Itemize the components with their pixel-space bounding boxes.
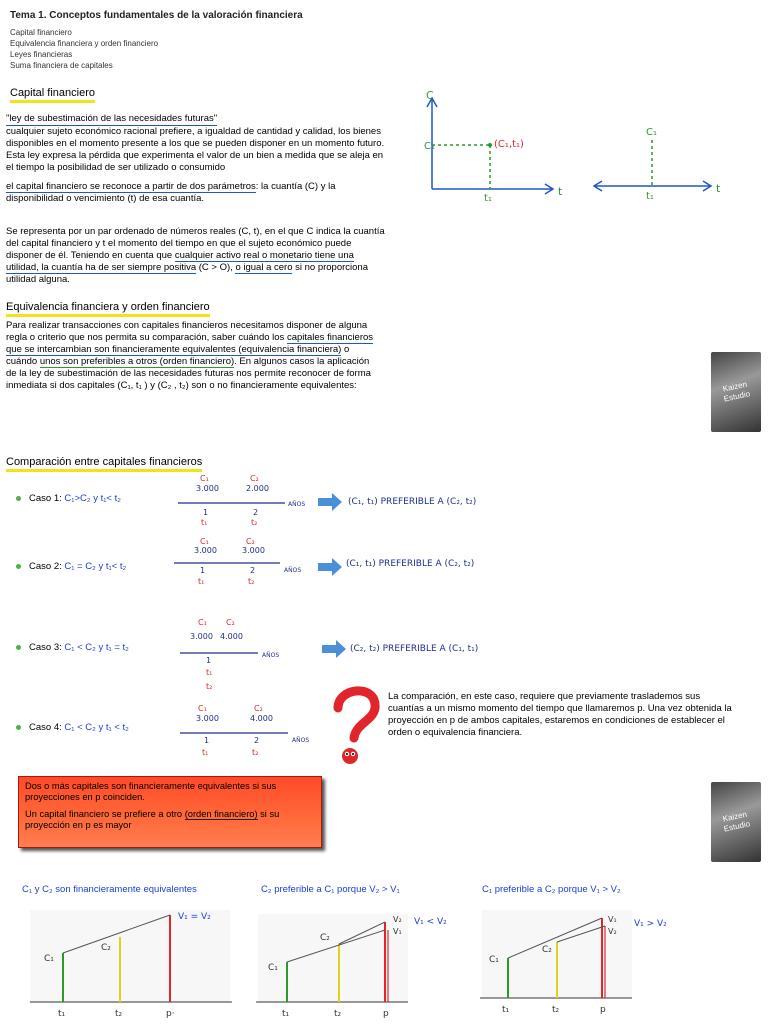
svg-text:3.000: 3.000	[196, 714, 219, 723]
case4-note: La comparación, en este caso, requiere que previamente traslademos sus cuantías a un mismo momento del tiempo que llamaremos p. Una vez obtenida la proyección en p de ambos capitales, estaremos en condiciones de establecer el orden o equivalencia financiera.	[388, 691, 732, 738]
case-4: Caso 4: C₁ < C₂ y t₁ < t₂	[16, 722, 129, 733]
svg-text:AÑOS: AÑOS	[284, 567, 302, 574]
case1-sketch	[170, 472, 500, 532]
law-paragraph	[6, 113, 386, 174]
kaizen-logo: Kaizen Estudio	[711, 352, 761, 432]
svg-text:V₁ = V₂: V₁ = V₂	[178, 912, 211, 922]
svg-text:t₁: t₁	[198, 577, 205, 586]
svg-text:t₂: t₂	[206, 682, 213, 691]
case-3: Caso 3: C₁ < C₂ y t₁ = t₂	[16, 642, 129, 653]
callout-p2: Un capital financiero se prefiere a otro (orden financiero) si su proyección en p es mayor	[25, 809, 280, 830]
svg-text:2.000: 2.000	[246, 484, 269, 493]
repr-underline-1: cualquier activo real o monetario tiene una utilidad, la cuantía ha de ser siempre positiva	[6, 250, 354, 273]
repr-underline-2: o igual a cero	[235, 262, 293, 273]
svg-text:t₂: t₂	[334, 1009, 342, 1019]
t1-label: t₁	[484, 193, 492, 204]
eq-underline-1: capitales financieros que se intercambian son financieramente equivalentes (equivalencia financiera)	[6, 332, 374, 355]
callout-p1: Dos o más capitales son financieramente equivalentes si sus proyecciones en p coinciden.	[25, 781, 277, 802]
page-title: Tema 1. Conceptos fundamentales de la valoración financiera	[10, 10, 303, 21]
svg-text:3.000: 3.000	[196, 484, 219, 493]
svg-text:C₁: C₁	[198, 618, 207, 627]
graph1-equivalent	[20, 900, 250, 1024]
graph2-c2-preferred	[252, 900, 477, 1024]
question-mark-icon	[328, 680, 383, 770]
svg-text:AÑOS: AÑOS	[262, 652, 280, 659]
t1-label-2: t₁	[646, 191, 654, 202]
svg-text:t₁: t₁	[206, 668, 213, 677]
toc-item[interactable]: Leyes financieras	[10, 50, 73, 59]
svg-text:C₂: C₂	[542, 945, 552, 955]
params-underlined: el capital financiero se reconoce a partir de dos parámetros	[6, 181, 256, 192]
bullet-icon	[16, 496, 21, 501]
law-title: "ley de subestimación de las necesidades futuras"	[6, 113, 218, 124]
svg-text:1: 1	[200, 566, 206, 575]
svg-text:t₁: t₁	[201, 518, 208, 527]
eq-underline-2: unos son preferibles a otros (orden financiero)	[39, 356, 235, 367]
svg-text:t₂: t₂	[115, 1009, 123, 1019]
svg-text:t₂: t₂	[552, 1005, 560, 1015]
eq-text: o cuándo	[6, 344, 350, 367]
svg-text:(C₁, t₁) PREFERIBLE A (C₂, t₂): (C₁, t₁) PREFERIBLE A (C₂, t₂)	[348, 497, 477, 507]
toc-item[interactable]: Suma financiera de capitales	[10, 61, 113, 70]
svg-text:AÑOS: AÑOS	[288, 501, 306, 508]
svg-text:V₁: V₁	[608, 915, 617, 924]
svg-text:3.000: 3.000	[190, 632, 213, 641]
section-heading-capital: Capital financiero	[10, 83, 95, 103]
svg-text:t₁: t₁	[502, 1005, 510, 1015]
eq-text: . En algunos casos la aplicación de la ley de subestimación de las necesidades futuras nos permite reconocer de forma inmediata si dos capitales (C₁, t₁ ) y (C₂ , t₂) son o no financieramente equivalentes:	[6, 356, 371, 391]
svg-text:3.000: 3.000	[242, 546, 265, 555]
representation-paragraph	[6, 226, 386, 286]
svg-text:2: 2	[254, 736, 260, 745]
repr-text: si no proporciona utilidad alguna.	[6, 262, 369, 285]
svg-text:p: p	[600, 1005, 606, 1015]
svg-text:V₁ < V₂: V₁ < V₂	[414, 917, 447, 927]
section-heading-equivalencia: Equivalencia financiera y orden financiero	[6, 297, 210, 317]
svg-text:C₂: C₂	[254, 704, 263, 713]
repr-text: (C > O),	[196, 262, 236, 273]
svg-text:t₁: t₁	[58, 1009, 66, 1019]
svg-text:t₂: t₂	[252, 748, 259, 757]
bullet-icon	[16, 645, 21, 650]
c1-label-2: C₁	[646, 127, 657, 138]
svg-text:1: 1	[206, 656, 212, 665]
svg-text:C₂: C₂	[320, 933, 330, 943]
svg-text:3.000: 3.000	[194, 546, 217, 555]
graph3-c1-preferred	[476, 900, 706, 1024]
pair-label: (C₁,t₁)	[494, 139, 524, 150]
svg-text:4.000: 4.000	[250, 714, 273, 723]
axis-t-label-2: t	[716, 182, 721, 195]
svg-text:V₁ > V₂: V₁ > V₂	[634, 919, 667, 929]
law-text: cualquier sujeto económico racional prefiere, a igualdad de cantidad y calidad, los bienes disponibles en el momento presente a los que se pueden disponer en un momento futuro. Esta ley expresa la pérdida que experimenta el valor de un bien a medida que se aleja en el tiempo la posibilidad de ser utilizado o consumido	[6, 126, 385, 173]
definition-callout	[18, 776, 322, 848]
svg-text:C₁: C₁	[200, 474, 209, 483]
svg-text:C₁: C₁	[268, 963, 278, 973]
capital-axes-sketch	[420, 85, 760, 210]
graph1-title: C₁ y C₂ son financieramente equivalentes	[22, 884, 197, 895]
svg-text:(C₂, t₂) PREFERIBLE A (C₁, t₁): (C₂, t₂) PREFERIBLE A (C₁, t₁)	[350, 644, 479, 654]
svg-text:2: 2	[253, 508, 259, 517]
svg-text:p: p	[383, 1009, 389, 1019]
svg-text:t₁: t₁	[282, 1009, 290, 1019]
svg-text:t₂: t₂	[251, 518, 258, 527]
table-of-contents	[10, 27, 158, 71]
svg-text:C₁: C₁	[489, 955, 499, 965]
svg-text:C₂: C₂	[101, 943, 111, 953]
graph2-title: C₂ preferible a C₁ porque V₂ > V₁	[261, 884, 400, 895]
case2-sketch	[170, 535, 500, 590]
repr-text: Se representa por un par ordenado de números reales (C, t), en el que C indica la cuantía del capital financiero y t el momento del tiempo en que el sujeto económico puede disponer de él. Teniendo en cuenta que	[6, 226, 385, 261]
svg-text:1: 1	[203, 508, 209, 517]
svg-text:V₁: V₁	[393, 927, 402, 936]
svg-text:1: 1	[204, 736, 210, 745]
c1-label: C₁	[424, 141, 435, 152]
equivalencia-paragraph	[6, 320, 376, 392]
svg-text:C₁: C₁	[200, 537, 209, 546]
svg-text:AÑOS: AÑOS	[292, 737, 310, 744]
svg-text:V₂: V₂	[393, 915, 402, 924]
svg-text:C₂: C₂	[226, 618, 235, 627]
toc-item[interactable]: Capital financiero	[10, 28, 72, 37]
svg-text:p·: p·	[166, 1009, 175, 1019]
svg-text:(C₁, t₁) PREFERIBLE A (C₂, t₂): (C₁, t₁) PREFERIBLE A (C₂, t₂)	[346, 559, 475, 569]
params-rest: : la cuantía (C) y la disponibilidad o vencimiento (t) de esa cuantía.	[6, 181, 336, 204]
svg-text:t₁: t₁	[202, 748, 209, 757]
svg-text:V₂: V₂	[608, 927, 617, 936]
kaizen-logo-2: Kaizen Estudio	[711, 782, 761, 862]
bullet-icon	[16, 725, 21, 730]
graph3-title: C₁ preferible a C₂ porque V₁ > V₂	[482, 884, 621, 895]
params-paragraph	[6, 181, 386, 205]
svg-text:C₁: C₁	[44, 954, 54, 964]
svg-text:C₂: C₂	[250, 474, 259, 483]
eq-text: Para realizar transacciones con capitales financieros necesitamos disponer de alguna regla o criterio que nos permita su comparación, saber cuándo los	[6, 320, 368, 343]
case-2: Caso 2: C₁ = C₂ y t₁< t₂	[16, 561, 126, 572]
axis-c-label: C	[426, 89, 434, 102]
case4-sketch	[170, 702, 320, 762]
section-heading-comparacion: Comparación entre capitales financieros	[6, 452, 202, 472]
svg-text:C₂: C₂	[246, 537, 255, 546]
case-1: Caso 1: C₁>C₂ y t₁< t₂	[16, 493, 121, 504]
axis-t-label: t	[558, 185, 563, 198]
bullet-icon	[16, 564, 21, 569]
svg-text:2: 2	[250, 566, 256, 575]
svg-text:C₁: C₁	[198, 704, 207, 713]
svg-text:4.000: 4.000	[220, 632, 243, 641]
toc-item[interactable]: Equivalencia financiera y orden financiero	[10, 39, 159, 48]
svg-text:t₂: t₂	[248, 577, 255, 586]
